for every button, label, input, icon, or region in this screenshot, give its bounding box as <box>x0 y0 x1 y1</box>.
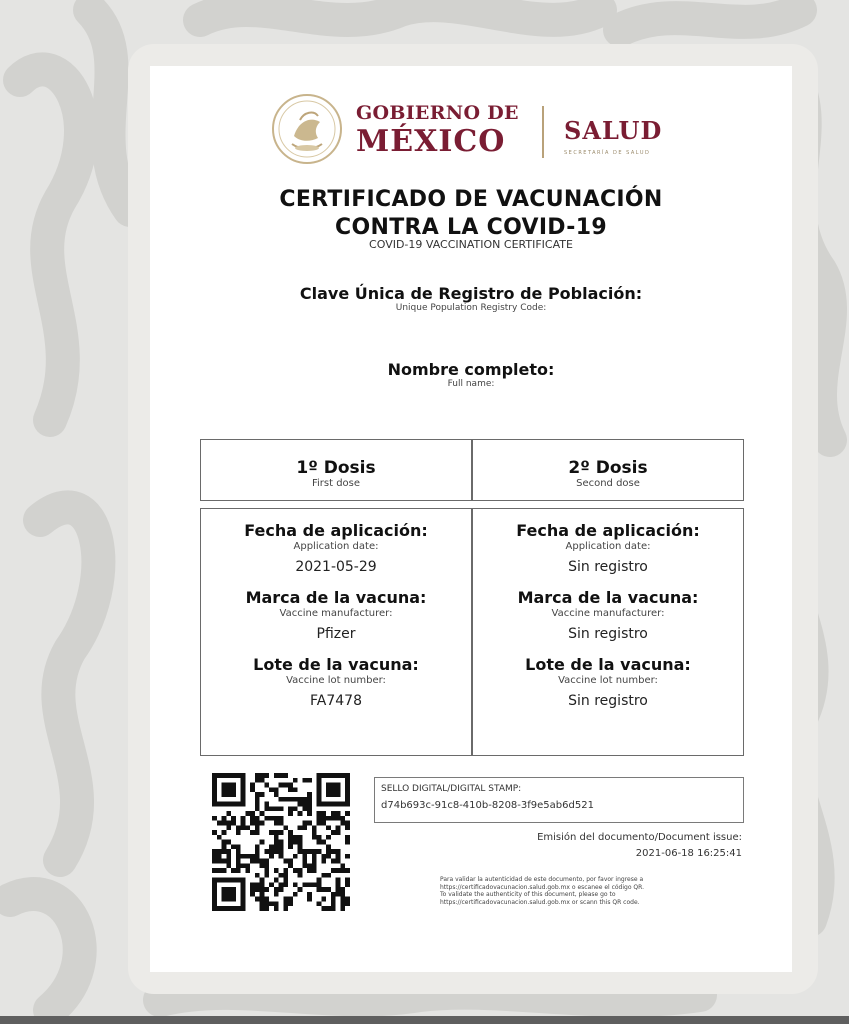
dose-2-date-label-english: Application date: <box>565 541 651 552</box>
digital-stamp-label: SELLO DIGITAL/DIGITAL STAMP: <box>381 784 522 794</box>
validation-line-2[interactable]: https://certificadovacunacion.salud.gob.mx o escanee el código QR. <box>440 883 645 891</box>
title-line-2: CONTRA LA COVID-19 <box>335 215 607 240</box>
title-english: COVID-19 VACCINATION CERTIFICATE <box>369 238 573 251</box>
dose-2-brand-label: Marca de la vacuna: <box>517 588 699 607</box>
issue-label: Emisión del documento/Document issue: <box>537 832 742 843</box>
dose-2-lot-label: Lote de la vacuna: <box>525 655 691 674</box>
dose-header-table <box>200 439 744 501</box>
salud-text: SALUD <box>564 116 663 145</box>
dose-1-brand-label: Marca de la vacuna: <box>245 588 427 607</box>
issue-datetime: 2021-06-18 16:25:41 <box>635 848 742 859</box>
dose-2-date: Sin registro <box>568 559 648 575</box>
dose-2-brand: Sin registro <box>568 626 648 642</box>
dose-1-brand-label-english: Vaccine manufacturer: <box>279 608 393 619</box>
dose-2-title-english: Second dose <box>576 478 640 489</box>
digital-stamp-value: d74b693c-91c8-410b-8208-3f9e5ab6d521 <box>381 800 594 811</box>
dose-1-header <box>201 458 471 489</box>
dose-1-date-label: Fecha de aplicación: <box>244 521 428 540</box>
header-logos <box>270 92 690 174</box>
certificate-page <box>150 66 792 972</box>
dose-details-table <box>200 508 744 756</box>
dose-2-lot: Sin registro <box>568 693 648 709</box>
name-section <box>150 360 792 413</box>
gobierno-de-text: GOBIERNO DE <box>356 102 519 124</box>
curp-label-english: Unique Population Registry Code: <box>395 303 547 313</box>
logo-divider <box>542 106 544 158</box>
dose-1-lot-label: Lote de la vacuna: <box>253 655 419 674</box>
curp-section <box>150 284 792 337</box>
name-value <box>150 395 792 413</box>
dose-1-lot-label-english: Vaccine lot number: <box>286 675 386 686</box>
validation-line-4[interactable]: https://certificadovacunacion.salud.gob.mx or scann this QR code. <box>440 898 640 906</box>
dose-1-brand: Pfizer <box>316 626 356 642</box>
certificate-title <box>150 186 792 251</box>
curp-value <box>150 319 792 337</box>
curp-label: Clave Única de Registro de Población: <box>299 284 643 303</box>
digital-stamp-box <box>374 777 744 823</box>
dose-2-title: 2º Dosis <box>568 458 648 478</box>
dose-2-details <box>473 521 743 712</box>
qr-code[interactable] <box>212 772 350 912</box>
dose-2-lot-label-english: Vaccine lot number: <box>558 675 658 686</box>
dose-1-lot: FA7478 <box>310 693 362 709</box>
bottom-bar <box>0 1016 849 1024</box>
name-label: Nombre completo: <box>387 360 555 379</box>
validation-line-3: To validate the authenticity of this document, please go to <box>440 891 616 898</box>
mexico-text: MÉXICO <box>356 124 506 159</box>
salud-subtitle: SECRETARÍA DE SALUD <box>564 150 651 156</box>
mexico-coat-of-arms-icon <box>270 92 344 166</box>
dose-2-date-label: Fecha de aplicación: <box>516 521 700 540</box>
title-line-1: CERTIFICADO DE VACUNACIÓN <box>279 187 663 212</box>
dose-1-title: 1º Dosis <box>296 458 376 478</box>
dose-1-title-english: First dose <box>311 478 361 489</box>
dose-1-date-label-english: Application date: <box>293 541 379 552</box>
dose-2-header <box>473 458 743 489</box>
validation-line-1: Para validar la autenticidad de este documento, por favor ingrese a <box>440 876 644 883</box>
validation-note <box>440 876 740 906</box>
dose-1-details <box>201 521 471 712</box>
name-label-english: Full name: <box>447 379 495 389</box>
dose-1-date: 2021-05-29 <box>295 559 377 575</box>
dose-2-brand-label-english: Vaccine manufacturer: <box>551 608 665 619</box>
